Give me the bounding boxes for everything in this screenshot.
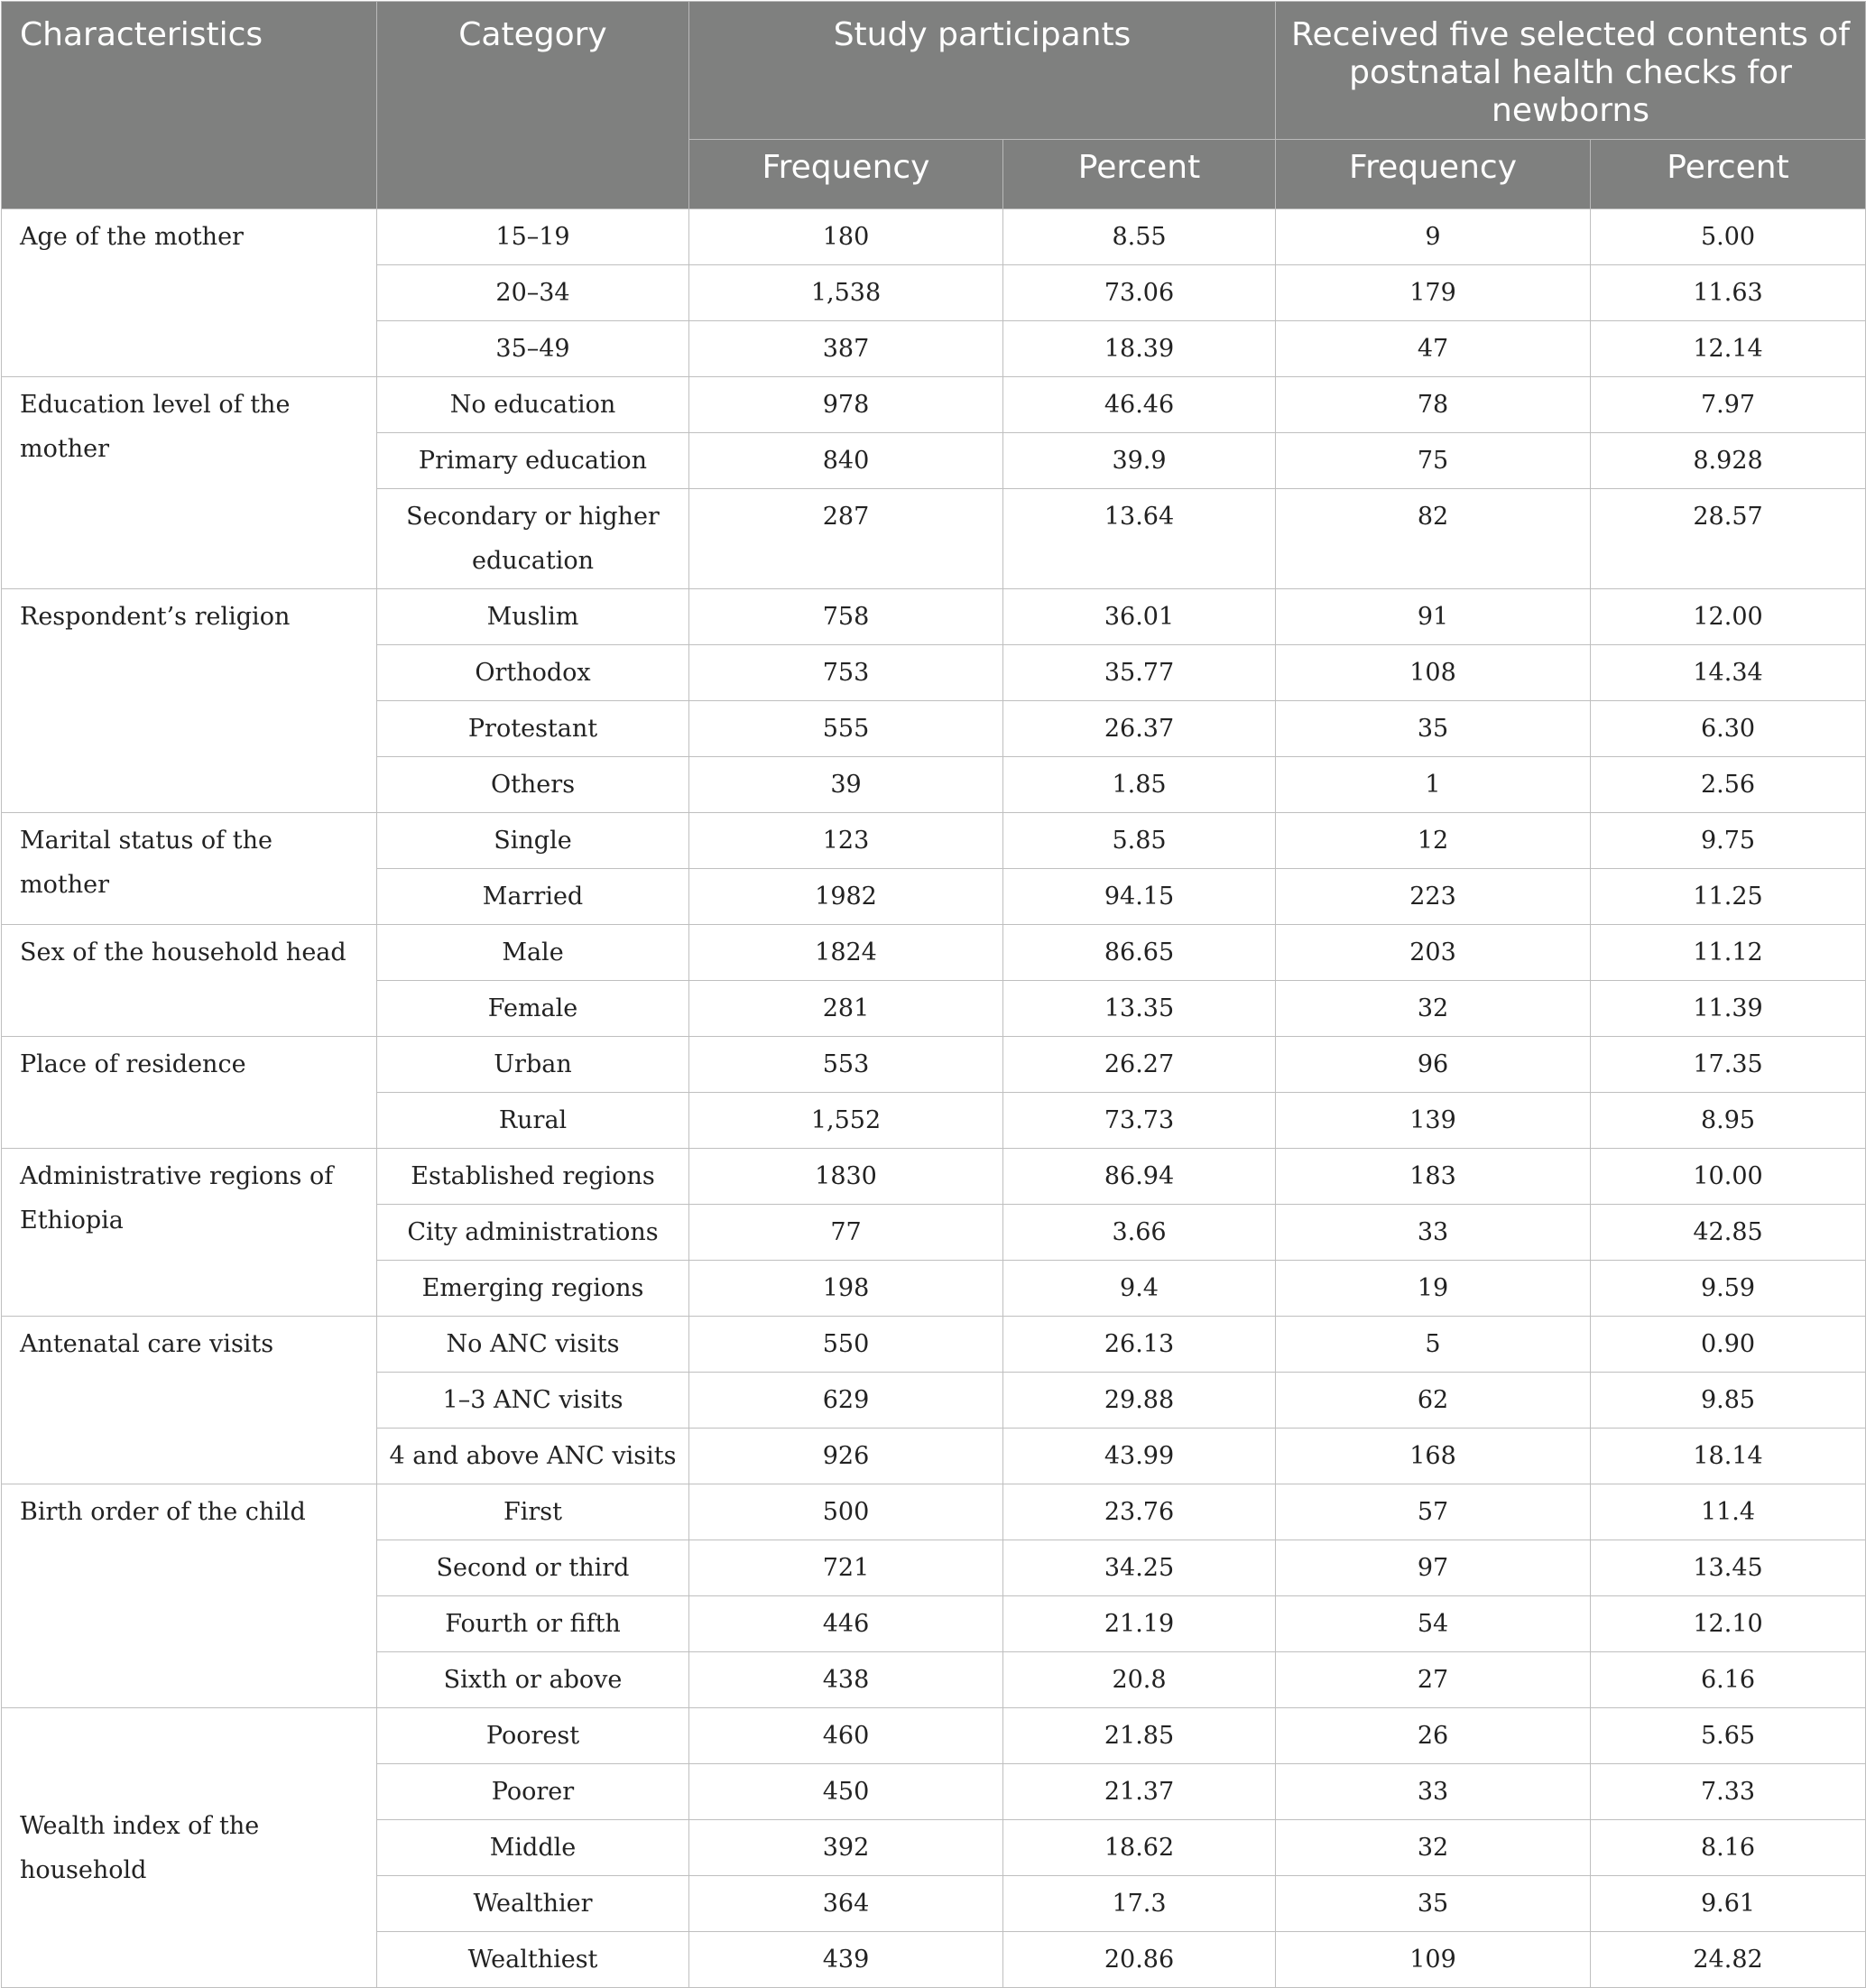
header-characteristics: Characteristics	[2, 2, 377, 209]
table-row	[2, 1708, 1866, 1764]
received-frequency-cell: 33	[1276, 1205, 1591, 1261]
percent-cell: 26.27	[1003, 1037, 1276, 1093]
category-cell: Urban	[377, 1037, 689, 1093]
received-frequency-cell: 179	[1276, 265, 1591, 321]
received-frequency-cell: 168	[1276, 1429, 1591, 1484]
frequency-cell: 553	[689, 1037, 1003, 1093]
frequency-cell: 926	[689, 1429, 1003, 1484]
percent-cell: 46.46	[1003, 377, 1276, 433]
received-percent-cell: 10.00	[1591, 1149, 1866, 1205]
received-percent-cell: 13.45	[1591, 1540, 1866, 1596]
table-row	[2, 1149, 1866, 1205]
table-row	[2, 925, 1866, 981]
characteristic-label: Antenatal care visits	[2, 1317, 377, 1484]
received-frequency-cell: 78	[1276, 377, 1591, 433]
table-row	[2, 377, 1866, 433]
category-cell: Wealthiest	[377, 1932, 689, 1988]
frequency-cell: 180	[689, 209, 1003, 265]
percent-cell: 20.8	[1003, 1652, 1276, 1708]
frequency-cell: 1,552	[689, 1093, 1003, 1149]
percent-cell: 73.73	[1003, 1093, 1276, 1149]
received-percent-cell: 9.85	[1591, 1373, 1866, 1429]
received-percent-cell: 42.85	[1591, 1205, 1866, 1261]
received-percent-cell: 12.14	[1591, 321, 1866, 377]
received-frequency-cell: 32	[1276, 1820, 1591, 1876]
received-frequency-cell: 62	[1276, 1373, 1591, 1429]
percent-cell: 13.64	[1003, 489, 1276, 589]
received-frequency-cell: 9	[1276, 209, 1591, 265]
category-cell: Sixth or above	[377, 1652, 689, 1708]
category-cell: Fourth or fifth	[377, 1596, 689, 1652]
frequency-cell: 629	[689, 1373, 1003, 1429]
received-percent-cell: 11.4	[1591, 1484, 1866, 1540]
table-row	[2, 1484, 1866, 1540]
header-frequency: Frequency	[689, 140, 1003, 209]
header-received-contents: Received five selected contents of postnatal health checks for newborns	[1276, 2, 1866, 140]
percent-cell: 29.88	[1003, 1373, 1276, 1429]
percent-cell: 3.66	[1003, 1205, 1276, 1261]
category-cell: 35–49	[377, 321, 689, 377]
received-frequency-cell: 32	[1276, 981, 1591, 1037]
received-frequency-cell: 27	[1276, 1652, 1591, 1708]
received-frequency-cell: 183	[1276, 1149, 1591, 1205]
characteristic-label: Education level of the mother	[2, 377, 377, 589]
received-percent-cell: 6.16	[1591, 1652, 1866, 1708]
frequency-cell: 392	[689, 1820, 1003, 1876]
received-percent-cell: 11.25	[1591, 869, 1866, 925]
received-frequency-cell: 82	[1276, 489, 1591, 589]
category-cell: Second or third	[377, 1540, 689, 1596]
characteristic-label: Age of the mother	[2, 209, 377, 377]
percent-cell: 21.37	[1003, 1764, 1276, 1820]
category-cell: Single	[377, 813, 689, 869]
received-frequency-cell: 1	[1276, 757, 1591, 813]
received-percent-cell: 5.00	[1591, 209, 1866, 265]
table-row	[2, 209, 1866, 265]
category-cell: 15–19	[377, 209, 689, 265]
received-frequency-cell: 19	[1276, 1261, 1591, 1317]
percent-cell: 94.15	[1003, 869, 1276, 925]
category-cell: Others	[377, 757, 689, 813]
received-frequency-cell: 75	[1276, 433, 1591, 489]
characteristic-label: Administrative regions of Ethiopia	[2, 1149, 377, 1317]
category-cell: Established regions	[377, 1149, 689, 1205]
received-percent-cell: 12.10	[1591, 1596, 1866, 1652]
received-frequency-cell: 33	[1276, 1764, 1591, 1820]
header-percent: Percent	[1003, 140, 1276, 209]
received-percent-cell: 9.75	[1591, 813, 1866, 869]
percent-cell: 9.4	[1003, 1261, 1276, 1317]
received-frequency-cell: 47	[1276, 321, 1591, 377]
frequency-cell: 721	[689, 1540, 1003, 1596]
category-cell: City administrations	[377, 1205, 689, 1261]
received-percent-cell: 6.30	[1591, 701, 1866, 757]
category-cell: No ANC visits	[377, 1317, 689, 1373]
frequency-cell: 387	[689, 321, 1003, 377]
characteristic-label: Birth order of the child	[2, 1484, 377, 1708]
table-row	[2, 589, 1866, 645]
percent-cell: 73.06	[1003, 265, 1276, 321]
table-body	[2, 209, 1866, 1988]
received-percent-cell: 14.34	[1591, 645, 1866, 701]
frequency-cell: 555	[689, 701, 1003, 757]
received-frequency-cell: 5	[1276, 1317, 1591, 1373]
percent-cell: 23.76	[1003, 1484, 1276, 1540]
category-cell: Poorest	[377, 1708, 689, 1764]
frequency-cell: 287	[689, 489, 1003, 589]
category-cell: Primary education	[377, 433, 689, 489]
frequency-cell: 460	[689, 1708, 1003, 1764]
received-percent-cell: 11.63	[1591, 265, 1866, 321]
frequency-cell: 1824	[689, 925, 1003, 981]
header-received-frequency: Frequency	[1276, 140, 1591, 209]
frequency-cell: 840	[689, 433, 1003, 489]
table-row	[2, 1317, 1866, 1373]
category-cell: Poorer	[377, 1764, 689, 1820]
received-frequency-cell: 139	[1276, 1093, 1591, 1149]
received-frequency-cell: 12	[1276, 813, 1591, 869]
received-frequency-cell: 108	[1276, 645, 1591, 701]
category-cell: Wealthier	[377, 1876, 689, 1932]
percent-cell: 17.3	[1003, 1876, 1276, 1932]
characteristic-label: Wealth index of the household	[2, 1708, 377, 1988]
header-category: Category	[377, 2, 689, 209]
received-percent-cell: 8.16	[1591, 1820, 1866, 1876]
received-percent-cell: 24.82	[1591, 1932, 1866, 1988]
category-cell: Married	[377, 869, 689, 925]
received-percent-cell: 7.33	[1591, 1764, 1866, 1820]
percent-cell: 8.55	[1003, 209, 1276, 265]
category-cell: Orthodox	[377, 645, 689, 701]
category-cell: 20–34	[377, 265, 689, 321]
frequency-cell: 439	[689, 1932, 1003, 1988]
received-frequency-cell: 96	[1276, 1037, 1591, 1093]
frequency-cell: 1830	[689, 1149, 1003, 1205]
received-percent-cell: 5.65	[1591, 1708, 1866, 1764]
percent-cell: 39.9	[1003, 433, 1276, 489]
received-frequency-cell: 57	[1276, 1484, 1591, 1540]
characteristic-label: Place of residence	[2, 1037, 377, 1149]
percent-cell: 43.99	[1003, 1429, 1276, 1484]
percent-cell: 86.94	[1003, 1149, 1276, 1205]
characteristic-label: Respondent’s religion	[2, 589, 377, 813]
frequency-cell: 438	[689, 1652, 1003, 1708]
characteristics-table	[1, 1, 1866, 1988]
received-frequency-cell: 35	[1276, 701, 1591, 757]
frequency-cell: 758	[689, 589, 1003, 645]
received-percent-cell: 0.90	[1591, 1317, 1866, 1373]
received-frequency-cell: 223	[1276, 869, 1591, 925]
percent-cell: 35.77	[1003, 645, 1276, 701]
received-frequency-cell: 26	[1276, 1708, 1591, 1764]
percent-cell: 34.25	[1003, 1540, 1276, 1596]
frequency-cell: 198	[689, 1261, 1003, 1317]
percent-cell: 21.19	[1003, 1596, 1276, 1652]
category-cell: Female	[377, 981, 689, 1037]
category-cell: Emerging regions	[377, 1261, 689, 1317]
received-frequency-cell: 109	[1276, 1932, 1591, 1988]
header-received-percent: Percent	[1591, 140, 1866, 209]
received-percent-cell: 2.56	[1591, 757, 1866, 813]
characteristic-label: Marital status of the mother	[2, 813, 377, 925]
percent-cell: 20.86	[1003, 1932, 1276, 1988]
received-percent-cell: 7.97	[1591, 377, 1866, 433]
percent-cell: 13.35	[1003, 981, 1276, 1037]
received-percent-cell: 11.39	[1591, 981, 1866, 1037]
received-percent-cell: 9.61	[1591, 1876, 1866, 1932]
received-percent-cell: 12.00	[1591, 589, 1866, 645]
category-cell: Muslim	[377, 589, 689, 645]
percent-cell: 86.65	[1003, 925, 1276, 981]
frequency-cell: 500	[689, 1484, 1003, 1540]
frequency-cell: 77	[689, 1205, 1003, 1261]
received-percent-cell: 18.14	[1591, 1429, 1866, 1484]
frequency-cell: 281	[689, 981, 1003, 1037]
percent-cell: 21.85	[1003, 1708, 1276, 1764]
received-frequency-cell: 54	[1276, 1596, 1591, 1652]
frequency-cell: 550	[689, 1317, 1003, 1373]
category-cell: No education	[377, 377, 689, 433]
frequency-cell: 446	[689, 1596, 1003, 1652]
frequency-cell: 450	[689, 1764, 1003, 1820]
received-percent-cell: 8.928	[1591, 433, 1866, 489]
frequency-cell: 364	[689, 1876, 1003, 1932]
category-cell: 1–3 ANC visits	[377, 1373, 689, 1429]
table-row	[2, 1037, 1866, 1093]
category-cell: 4 and above ANC visits	[377, 1429, 689, 1484]
received-frequency-cell: 203	[1276, 925, 1591, 981]
frequency-cell: 1982	[689, 869, 1003, 925]
category-cell: Protestant	[377, 701, 689, 757]
header-study-participants: Study participants	[689, 2, 1276, 140]
received-percent-cell: 9.59	[1591, 1261, 1866, 1317]
category-cell: Rural	[377, 1093, 689, 1149]
category-cell: Secondary or higher education	[377, 489, 689, 589]
table-header	[2, 2, 1866, 209]
category-cell: Male	[377, 925, 689, 981]
received-percent-cell: 17.35	[1591, 1037, 1866, 1093]
percent-cell: 18.39	[1003, 321, 1276, 377]
received-percent-cell: 8.95	[1591, 1093, 1866, 1149]
received-frequency-cell: 97	[1276, 1540, 1591, 1596]
frequency-cell: 39	[689, 757, 1003, 813]
received-percent-cell: 28.57	[1591, 489, 1866, 589]
received-percent-cell: 11.12	[1591, 925, 1866, 981]
percent-cell: 36.01	[1003, 589, 1276, 645]
percent-cell: 26.13	[1003, 1317, 1276, 1373]
received-frequency-cell: 35	[1276, 1876, 1591, 1932]
percent-cell: 26.37	[1003, 701, 1276, 757]
table-row	[2, 813, 1866, 869]
percent-cell: 18.62	[1003, 1820, 1276, 1876]
category-cell: Middle	[377, 1820, 689, 1876]
characteristic-label: Sex of the household head	[2, 925, 377, 1037]
percent-cell: 1.85	[1003, 757, 1276, 813]
frequency-cell: 978	[689, 377, 1003, 433]
percent-cell: 5.85	[1003, 813, 1276, 869]
frequency-cell: 753	[689, 645, 1003, 701]
received-frequency-cell: 91	[1276, 589, 1591, 645]
frequency-cell: 123	[689, 813, 1003, 869]
category-cell: First	[377, 1484, 689, 1540]
frequency-cell: 1,538	[689, 265, 1003, 321]
